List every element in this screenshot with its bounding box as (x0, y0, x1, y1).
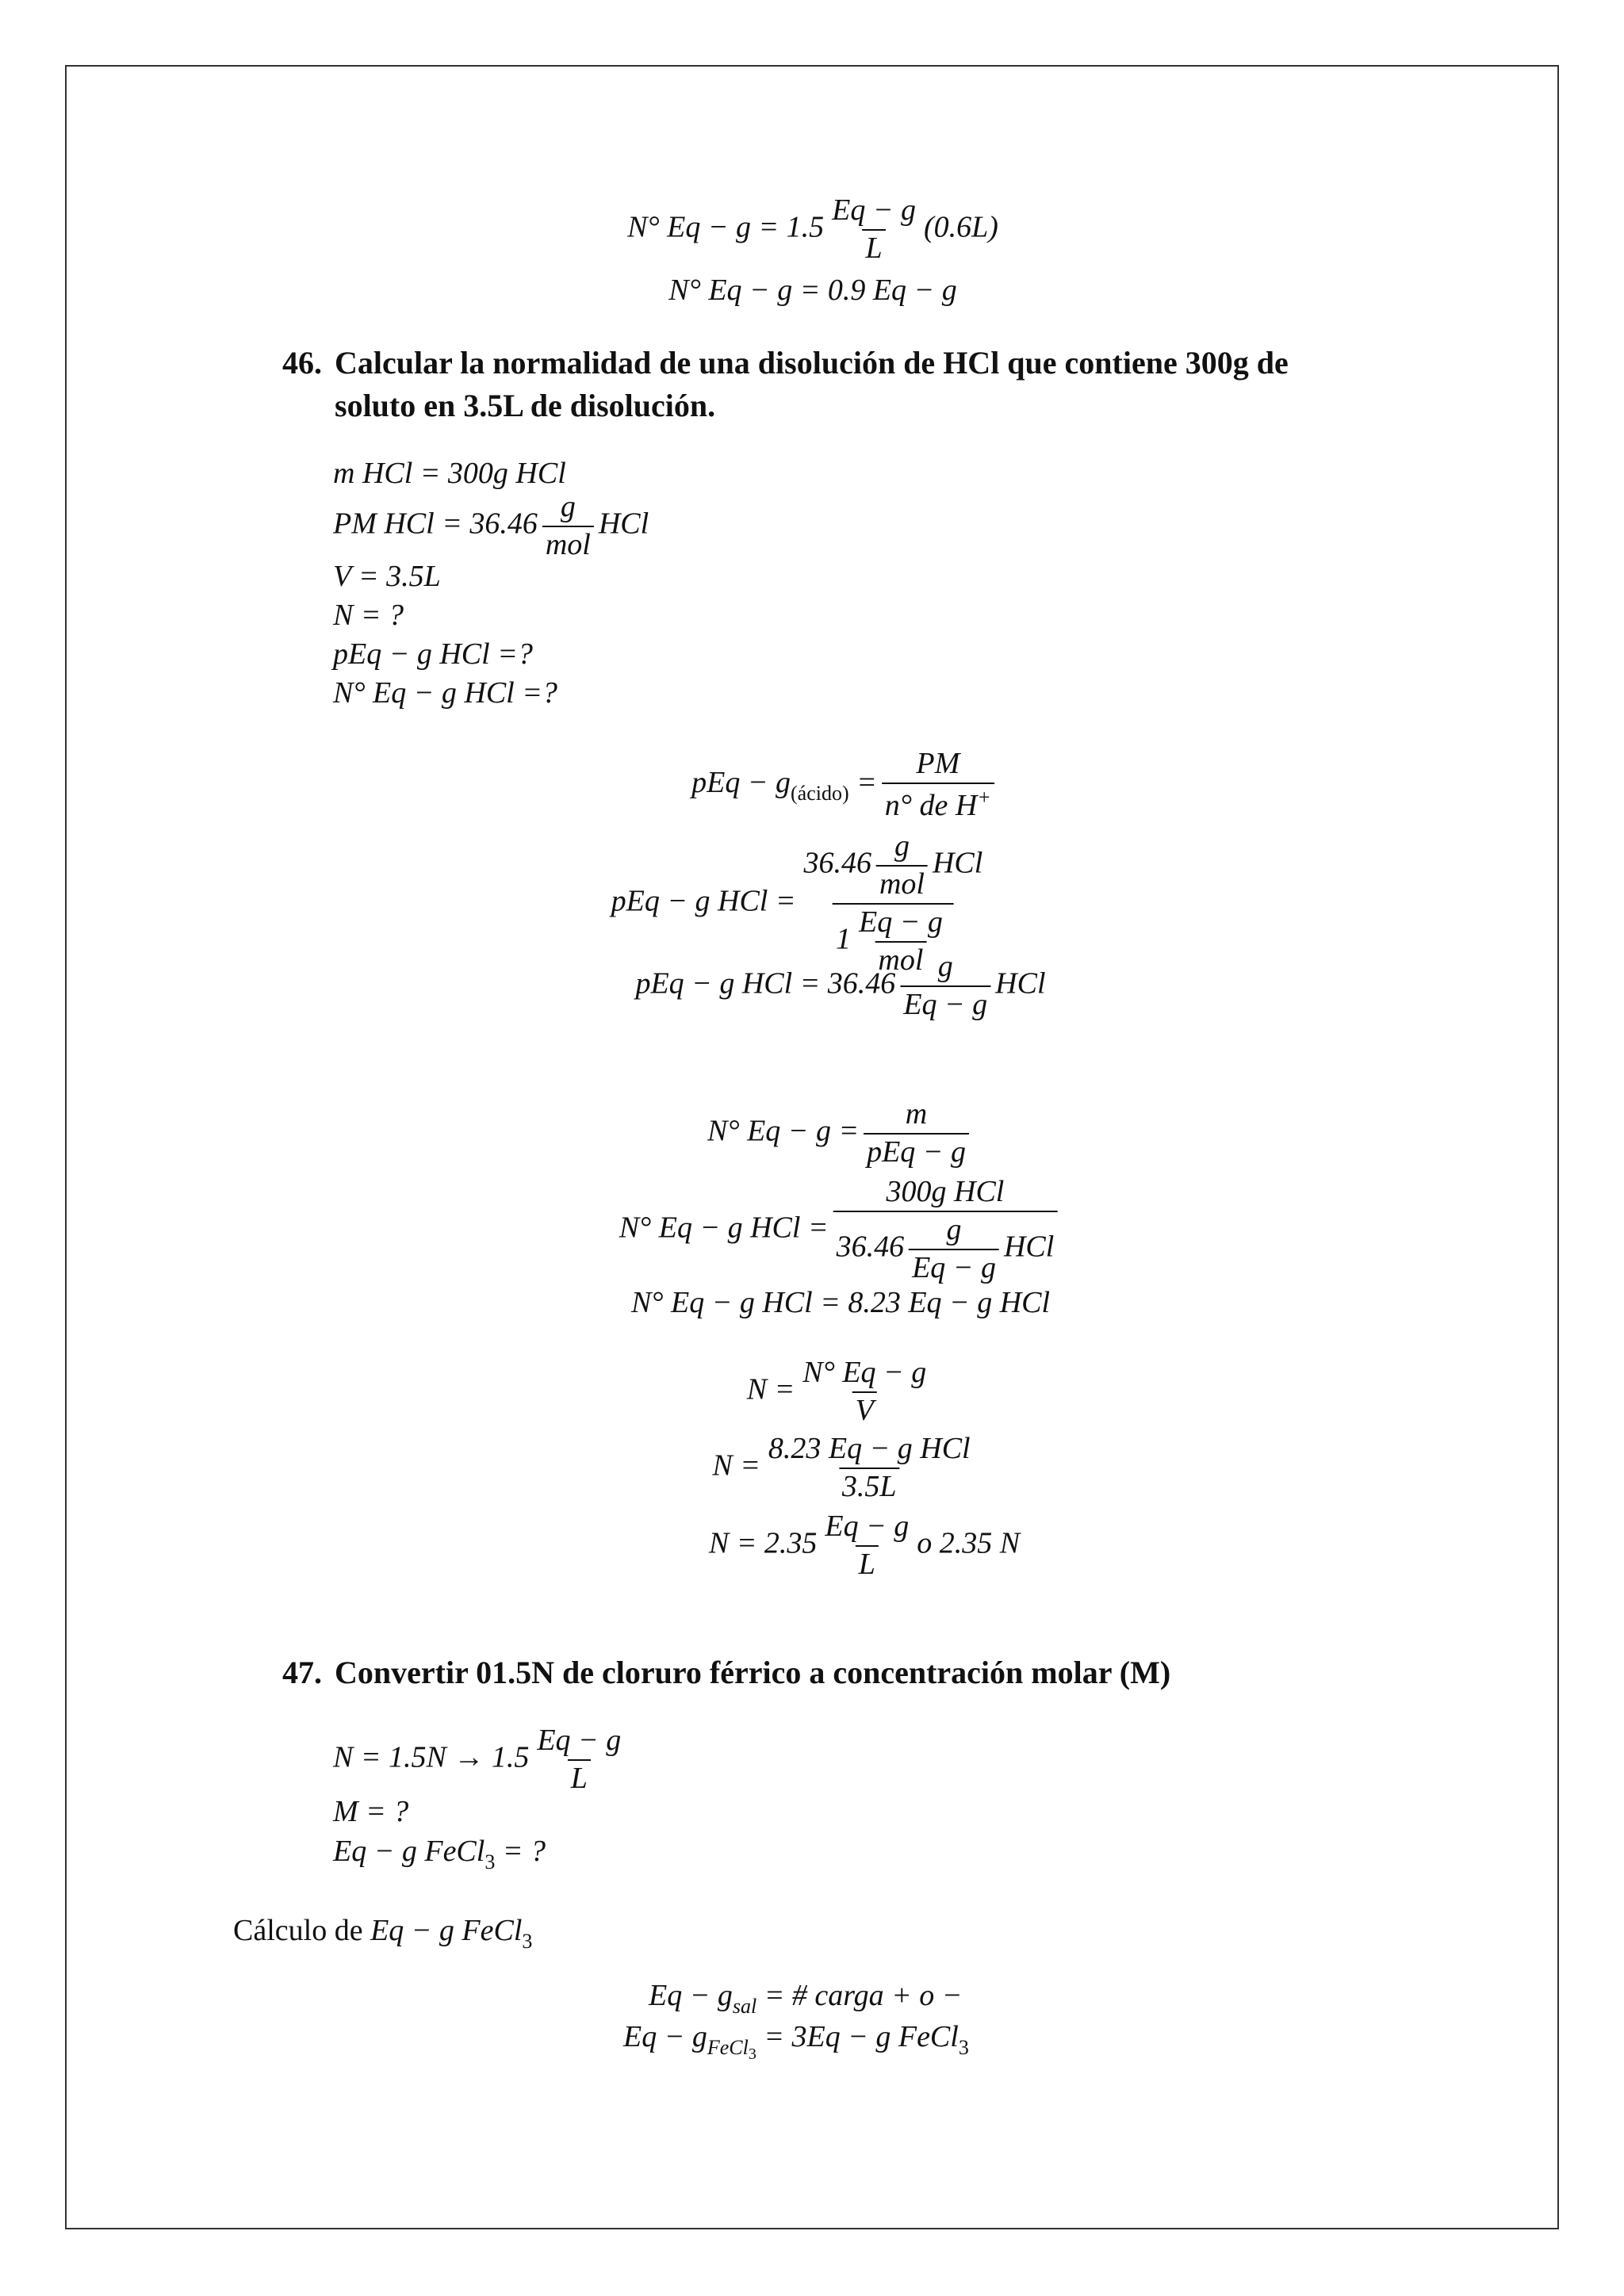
compound-fraction: 36.46 $\frac{g}{\text{mol}}$ HCl 1 $\frac{Eq - g}{\text{mol}}$ (803, 829, 983, 977)
fraction: $\frac{Eq - g}{L}$ (832, 193, 916, 265)
equation-neq-formula: N° Eq − g = $\frac{m}{\text{pEq − g}}$ (707, 1099, 974, 1169)
given-molarity: M = ? (333, 1795, 409, 1828)
equation-n-formula: N = $\frac{N^\circ Eq - g}{V}$ (747, 1357, 934, 1427)
fraction: $\frac{Eq - g}{L}$ (825, 1510, 910, 1581)
equation-eq-sal: $Eq - g_{sal}$ = # carga + o − (649, 1979, 963, 2018)
question-number: 47. (282, 1655, 322, 1690)
given-mass: m HCl = 300g HCl (333, 457, 566, 490)
question-text: Convertir 01.5N de cloruro férrico a concentración molar (M) (335, 1655, 1171, 1690)
equation-neq-result: N° Eq − g = 0.9 Eq − g (668, 274, 957, 307)
fraction: $\frac{m}{\text{pEq − g}}$ (864, 1099, 969, 1169)
calc-label: Cálculo de Eq − g FeCl$_3$ (233, 1914, 533, 1953)
equation-neq-calc: N° Eq − g = 1.5 $\frac{Eq - g}{L}$ (0.6L) (627, 193, 998, 265)
equation-eq-fecl3: $Eq - g_{FeCl_3} = 3Eq - g$ FeCl$_3$ (623, 2020, 969, 2063)
fraction: $\frac{N^\circ Eq - g}{V}$ (802, 1356, 927, 1427)
equation-neq-hcl-result: N° Eq − g HCl = 8.23 Eq − g HCl (630, 1286, 1051, 1319)
fraction: $\frac{Eq - g}{L}$ (537, 1724, 622, 1795)
given-normality-47: N = 1.5N → 1.5 $\frac{Eq - g}{L}$ (333, 1725, 629, 1795)
given-eq-fecl3: Eq − g FeCl$_3$ = ? (333, 1835, 546, 1873)
given-volume: V = 3.5L (333, 560, 441, 593)
equation-n-calc: N = $\frac{\text{8.23 Eq − g HCl}}{3.5L}$ (712, 1433, 978, 1503)
question-47 (282, 1652, 1472, 1700)
fraction: $\frac{PM}{n^\circ de H^+}$ (882, 748, 994, 822)
given-normality: N = ? (333, 599, 404, 632)
given-peq: pEq − g HCl =? (333, 637, 533, 671)
question-46 (282, 342, 1472, 430)
question-number: 46. (282, 345, 322, 381)
fraction: $\frac{g}{Eq - g}$ (900, 951, 990, 1021)
given-molar-mass: PM HCl = 36.46 $\frac{g}{\text{mol}}$ HCl (333, 490, 649, 561)
fraction: $\frac{\text{8.23 Eq − g HCl}}{3.5L}$ (768, 1432, 971, 1503)
fraction: $\frac{g}{\text{mol}}$ (542, 492, 594, 561)
equation-n-result: N = 2.35 $\frac{Eq - g}{L}$ o 2.35 N (708, 1510, 1021, 1581)
question-text-line2: soluto en 3.5L de disolución. (335, 388, 716, 423)
equation-peq-result: pEq − g HCl = 36.46 $\frac{g}{Eq - g}$ HCl (635, 950, 1046, 1021)
question-text-line1: Calcular la normalidad de una disolución de HCl que contiene 300g de (335, 345, 1289, 381)
compound-fraction: 300g HCl 36.46 $\frac{g}{Eq - g}$ HCl (833, 1177, 1058, 1284)
given-neq: N° Eq − g HCl =? (333, 676, 557, 710)
equation-peq-calc: pEq − g HCl = 36.46 $\frac{g}{\text{mol}}$ HCl 1 $\frac{Eq - g}{\text{mol}}$ (611, 831, 991, 977)
equation-peq-formula: pEq − $g_{(ácido)}$ = $\frac{PM}{n^\circ de H^+}$ (691, 748, 999, 822)
equation-neq-hcl-calc: N° Eq − g HCl = 300g HCl 36.46 $\frac{g}{Eq - g}$ HCl (619, 1177, 1063, 1284)
